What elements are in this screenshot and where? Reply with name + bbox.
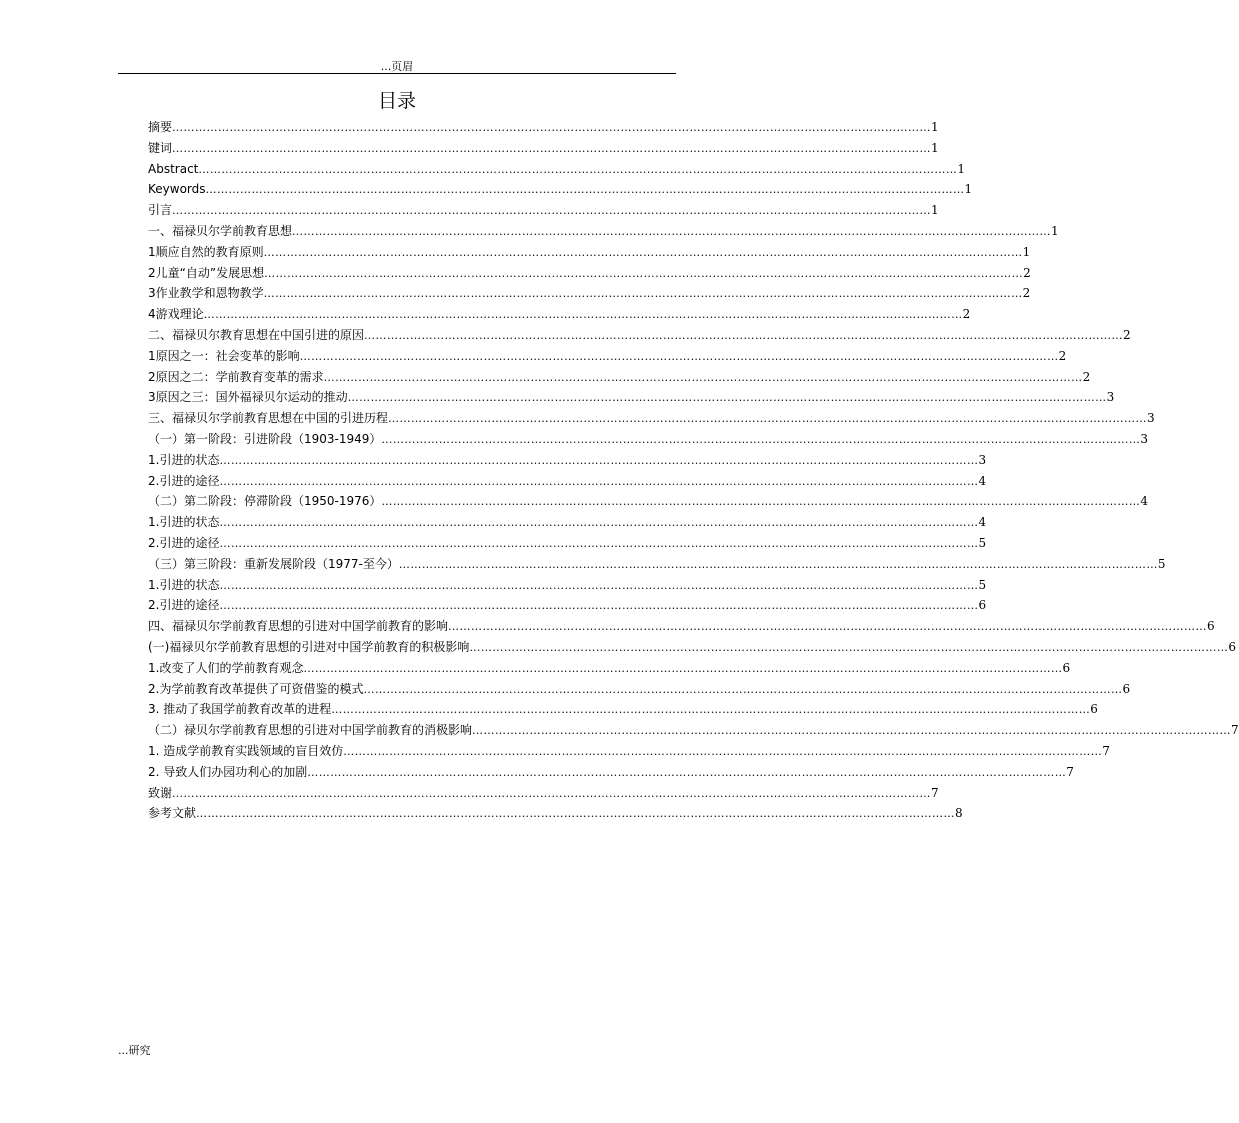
- toc-entry: [148, 783, 939, 804]
- toc-entry-page-number: 2: [1023, 265, 1031, 280]
- toc-leader-dots: ………………………………………………………………………………………………………………………………………………………………………………: [172, 786, 932, 800]
- toc-entry-label: 摘要: [148, 120, 173, 134]
- toc-entry-label: 四、福禄贝尔学前教育思想的引进对中国学前教育的影响: [148, 619, 449, 634]
- toc-entry-page-number: 6: [1090, 702, 1098, 717]
- toc-leader-dots: ………………………………………………………………………………………………………………………………………………………………………………: [172, 204, 932, 218]
- toc-entry: [148, 679, 1131, 700]
- toc-entry-label: 1.引进的状态: [148, 515, 220, 530]
- toc-entry-page-number: 4: [978, 473, 987, 488]
- toc-entry: [148, 325, 1131, 346]
- header-rule: [118, 73, 676, 74]
- toc-entry: [148, 450, 987, 471]
- toc-entry: [148, 762, 1074, 783]
- toc-entry-page-number: 6: [978, 598, 987, 613]
- toc-entry-label: 2原因之二：学前教育变革的需求: [148, 369, 324, 384]
- toc-leader-dots: ………………………………………………………………………………………………………………………………………………………………………………: [347, 391, 1107, 405]
- toc-entry-page-number: 7: [1102, 743, 1110, 758]
- toc-leader-dots: ………………………………………………………………………………………………………………………………………………………………………………: [219, 453, 979, 467]
- toc-leader-dots: ………………………………………………………………………………………………………………………………………………………………………………: [448, 620, 1208, 634]
- toc-entry-page-number: 1: [931, 140, 939, 155]
- toc-leader-dots: ………………………………………………………………………………………………………………………………………………………………………………: [203, 308, 963, 322]
- toc-entry: [148, 408, 1155, 429]
- toc-entry-label: （三）第三阶段：重新发展阶段（1977-至今）: [148, 556, 399, 571]
- toc-leader-dots: ………………………………………………………………………………………………………………………………………………………………………………: [381, 495, 1141, 509]
- toc-leader-dots: ………………………………………………………………………………………………………………………………………………………………………………: [292, 224, 1052, 238]
- toc-entry-label: 二、福禄贝尔教育思想在中国引进的原因: [148, 327, 365, 342]
- toc-entry: [148, 159, 966, 180]
- toc-leader-dots: ………………………………………………………………………………………………………………………………………………………………………………: [363, 682, 1123, 696]
- toc-entry: [148, 242, 1031, 263]
- toc-entry-label: (一)福禄贝尔学前教育思想的引进对中国学前教育的积极影响: [148, 639, 470, 654]
- toc-entry-page-number: 6: [1122, 681, 1131, 696]
- toc-entry: [148, 263, 1031, 284]
- toc-leader-dots: ………………………………………………………………………………………………………………………………………………………………………………: [299, 349, 1059, 363]
- toc-entry-label: 2. 导致人们办园功利心的加剧: [148, 764, 308, 779]
- toc-entry-label: 1.引进的状态: [148, 452, 220, 467]
- toc-entry-label: 2儿童“自动”发展思想: [148, 265, 265, 280]
- toc-entry-page-number: 1: [957, 161, 966, 176]
- toc-entry-page-number: 3: [978, 452, 987, 467]
- toc-leader-dots: ………………………………………………………………………………………………………………………………………………………………………………: [198, 162, 958, 176]
- toc-leader-dots: ………………………………………………………………………………………………………………………………………………………………………………: [264, 266, 1024, 280]
- toc-entry-page-number: 2: [962, 307, 971, 322]
- toc-leader-dots: ………………………………………………………………………………………………………………………………………………………………………………: [381, 432, 1141, 446]
- toc-entry: [148, 138, 939, 159]
- toc-entry-label: 1. 造成学前教育实践领域的盲目效仿: [148, 743, 344, 758]
- toc-entry-label: 参考文献: [148, 806, 197, 821]
- toc-entry-label: 致谢: [148, 785, 173, 800]
- toc-leader-dots: ………………………………………………………………………………………………………………………………………………………………………………: [398, 557, 1158, 571]
- toc-entry-page-number: 7: [1231, 723, 1239, 738]
- toc-leader-dots: ………………………………………………………………………………………………………………………………………………………………………………: [303, 661, 1063, 675]
- table-of-contents: [148, 117, 1239, 824]
- toc-entry-page-number: 7: [931, 785, 939, 800]
- toc-entry: [148, 179, 973, 200]
- toc-entry-page-number: 5: [1157, 556, 1166, 571]
- toc-entry-label: 三、福禄贝尔学前教育思想在中国的引进历程: [148, 411, 389, 426]
- toc-title: 目录: [377, 90, 416, 112]
- toc-entry-label: 一、福禄贝尔学前教育思想: [148, 223, 293, 238]
- toc-entry-label: Keywords: [148, 182, 206, 197]
- toc-leader-dots: ………………………………………………………………………………………………………………………………………………………………………………: [331, 703, 1091, 717]
- toc-entry: [148, 346, 1067, 367]
- toc-leader-dots: ………………………………………………………………………………………………………………………………………………………………………………: [205, 183, 965, 197]
- toc-entry-label: Abstract: [148, 161, 199, 176]
- toc-leader-dots: ………………………………………………………………………………………………………………………………………………………………………………: [219, 578, 979, 592]
- toc-entry-page-number: 3: [1140, 431, 1149, 446]
- toc-entry-label: 3原因之三：国外福禄贝尔运动的推动: [148, 390, 348, 405]
- toc-entry: [148, 471, 987, 492]
- toc-entry-page-number: 2: [1022, 286, 1031, 301]
- toc-entry-label: 引言: [148, 203, 173, 218]
- toc-entry-page-number: 3: [1147, 411, 1155, 426]
- toc-leader-dots: ………………………………………………………………………………………………………………………………………………………………………………: [219, 599, 979, 613]
- toc-leader-dots: ………………………………………………………………………………………………………………………………………………………………………………: [219, 536, 979, 550]
- toc-entry-page-number: 7: [1066, 764, 1074, 779]
- page-footer: ...研究: [118, 1044, 151, 1057]
- toc-entry-page-number: 8: [955, 806, 963, 821]
- toc-entry-page-number: 3: [1106, 390, 1115, 405]
- toc-entry: [148, 117, 939, 138]
- toc-entry-page-number: 6: [1228, 639, 1237, 654]
- toc-entry-label: 3. 推动了我国学前教育改革的进程: [148, 702, 332, 717]
- toc-entry: [148, 658, 1071, 679]
- toc-entry-page-number: 4: [978, 515, 987, 530]
- toc-entry-label: （一）第一阶段：引进阶段（1903-1949）: [148, 431, 382, 446]
- toc-entry: [148, 533, 987, 554]
- toc-entry: [148, 637, 1237, 658]
- toc-entry-label: 4游戏理论: [148, 307, 204, 322]
- toc-entry-page-number: 1: [1022, 244, 1031, 259]
- toc-entry: [148, 387, 1115, 408]
- toc-leader-dots: ………………………………………………………………………………………………………………………………………………………………………………: [469, 640, 1229, 654]
- toc-leader-dots: ………………………………………………………………………………………………………………………………………………………………………………: [307, 765, 1067, 779]
- toc-entry-page-number: 1: [1051, 223, 1059, 238]
- toc-entry-page-number: 2: [1058, 348, 1067, 363]
- toc-entry-label: （二）第二阶段：停滞阶段（1950-1976）: [148, 494, 382, 509]
- toc-entry-label: 1.改变了人们的学前教育观念: [148, 660, 304, 675]
- toc-entry-page-number: 6: [1207, 619, 1215, 634]
- toc-entry-label: 2.为学前教育改革提供了可资借鉴的模式: [148, 681, 364, 696]
- page-header: ...页眉: [380, 60, 414, 73]
- toc-entry: [148, 720, 1239, 741]
- toc-entry: [148, 283, 1031, 304]
- toc-entry-page-number: 2: [1082, 369, 1091, 384]
- toc-leader-dots: ………………………………………………………………………………………………………………………………………………………………………………: [472, 724, 1232, 738]
- toc-entry-page-number: 2: [1123, 327, 1131, 342]
- toc-entry-label: 2.引进的途径: [148, 473, 220, 488]
- toc-entry: [148, 699, 1098, 720]
- toc-entry: [148, 575, 987, 596]
- toc-entry-label: 3作业教学和恩物教学: [148, 286, 264, 301]
- toc-entry: [148, 595, 987, 616]
- toc-entry-page-number: 1: [964, 182, 973, 197]
- toc-leader-dots: ………………………………………………………………………………………………………………………………………………………………………………: [388, 412, 1148, 426]
- toc-entry-label: （二）禄贝尔学前教育思想的引进对中国学前教育的消极影响: [148, 723, 473, 738]
- toc-entry: [148, 491, 1149, 512]
- toc-entry: [148, 304, 971, 325]
- toc-entry: [148, 803, 963, 824]
- toc-entry-label: 2.引进的途径: [148, 535, 220, 550]
- toc-entry-label: 键词: [148, 140, 173, 155]
- toc-entry-label: 1原因之一：社会变革的影响: [148, 348, 300, 363]
- toc-entry: [148, 221, 1059, 242]
- toc-entry-page-number: 4: [1140, 494, 1149, 509]
- toc-entry-label: 1顺应自然的教育原则: [148, 244, 264, 259]
- toc-entry: [148, 429, 1149, 450]
- toc-leader-dots: ………………………………………………………………………………………………………………………………………………………………………………: [343, 744, 1103, 758]
- toc-entry-page-number: 6: [1062, 660, 1071, 675]
- toc-entry-page-number: 5: [978, 535, 987, 550]
- toc-entry-label: 1.引进的状态: [148, 577, 220, 592]
- toc-leader-dots: ………………………………………………………………………………………………………………………………………………………………………………: [364, 328, 1124, 342]
- toc-entry: [148, 512, 987, 533]
- toc-leader-dots: ………………………………………………………………………………………………………………………………………………………………………………: [263, 245, 1023, 259]
- toc-entry: [148, 741, 1110, 762]
- toc-entry-page-number: 5: [978, 577, 987, 592]
- toc-leader-dots: ………………………………………………………………………………………………………………………………………………………………………………: [172, 121, 932, 134]
- toc-entry-page-number: 1: [931, 120, 939, 134]
- toc-leader-dots: ………………………………………………………………………………………………………………………………………………………………………………: [263, 287, 1023, 301]
- toc-leader-dots: ………………………………………………………………………………………………………………………………………………………………………………: [323, 370, 1083, 384]
- toc-leader-dots: ………………………………………………………………………………………………………………………………………………………………………………: [196, 807, 956, 821]
- toc-entry: [148, 554, 1166, 575]
- toc-leader-dots: ………………………………………………………………………………………………………………………………………………………………………………: [219, 516, 979, 530]
- toc-entry: [148, 200, 939, 221]
- toc-leader-dots: ………………………………………………………………………………………………………………………………………………………………………………: [172, 141, 932, 155]
- toc-leader-dots: ………………………………………………………………………………………………………………………………………………………………………………: [219, 474, 979, 488]
- toc-entry-label: 2.引进的途径: [148, 598, 220, 613]
- toc-entry: [148, 367, 1091, 388]
- toc-entry: [148, 616, 1215, 637]
- toc-entry-page-number: 1: [931, 203, 939, 218]
